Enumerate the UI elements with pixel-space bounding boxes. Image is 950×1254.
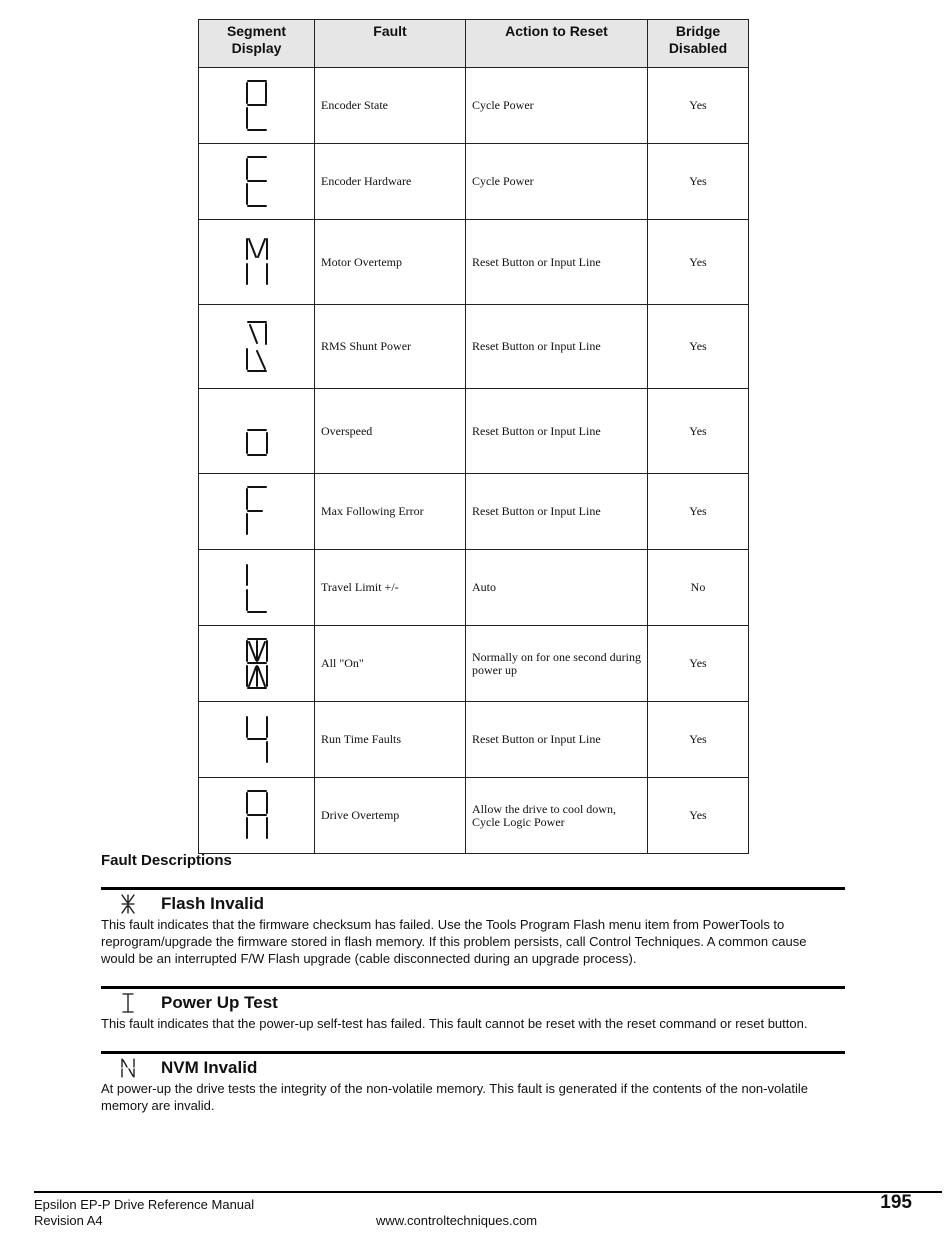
bridge-disabled-value: Yes (648, 778, 749, 854)
reset-action: Reset Button or Input Line (466, 220, 648, 305)
bridge-disabled-value: Yes (648, 305, 749, 389)
bridge-disabled-value: Yes (648, 68, 749, 144)
header-bridge-disabled: Bridge Disabled (648, 20, 749, 68)
segment-f-icon (244, 485, 270, 539)
reset-action: Reset Button or Input Line (466, 474, 648, 550)
reset-action: Cycle Power (466, 144, 648, 220)
section-text: At power-up the drive tests the integrity of the non-volatile memory. This fault is generated if the contents of the non-volatile memory are invalid. (101, 1081, 808, 1113)
bridge-disabled-value: Yes (648, 474, 749, 550)
segment-l-icon (244, 561, 270, 615)
segment-e-icon (244, 155, 270, 209)
segment-a-icon (244, 789, 270, 843)
table-row (199, 144, 749, 220)
segment-n-icon (121, 1058, 135, 1078)
table-header-row (199, 20, 749, 68)
reset-action: Cycle Power (466, 68, 648, 144)
table-row (199, 389, 749, 474)
fault-section-flash-invalid (101, 887, 845, 967)
page-number: 195 (880, 1192, 912, 1213)
segment-flash-icon (121, 894, 135, 914)
segment-m-icon (244, 235, 270, 289)
bridge-disabled-value: No (648, 550, 749, 626)
reset-action: Normally on for one second during power up (466, 626, 648, 702)
reset-action: Reset Button or Input Line (466, 389, 648, 474)
section-title: NVM Invalid (161, 1058, 258, 1077)
fault-name: Travel Limit +/- (315, 550, 466, 626)
fault-name: All "On" (315, 626, 466, 702)
segment-p-icon (244, 79, 270, 133)
header-action-to-reset: Action to Reset (466, 20, 648, 68)
segment-4-icon (244, 713, 270, 767)
fault-name: Encoder Hardware (315, 144, 466, 220)
table-row (199, 550, 749, 626)
section-text: This fault indicates that the firmware checksum has failed. Use the Tools Program Flash menu item from PowerTools to reprogram/upgrade the firmware stored in flash memory. If this problem persists, call Control Techniques. A common cause would be an interrupted F/W Flash upgrade (cable disconnected during an upgrade process). (101, 917, 807, 966)
footer-website: www.controltechniques.com (376, 1213, 538, 1228)
header-segment-display: Segment Display (199, 20, 315, 68)
reset-action: Allow the drive to cool down, Cycle Logic Power (466, 778, 648, 854)
fault-name: Motor Overtemp (315, 220, 466, 305)
footer-manual-title: Epsilon EP-P Drive Reference Manual (34, 1197, 255, 1212)
table-row (199, 702, 749, 778)
fault-descriptions-heading: Fault Descriptions (101, 852, 232, 869)
fault-name: Overspeed (315, 389, 466, 474)
fault-name: RMS Shunt Power (315, 305, 466, 389)
segment-shunt-icon (244, 320, 270, 374)
fault-name: Encoder State (315, 68, 466, 144)
segment-t-icon (121, 993, 135, 1013)
bridge-disabled-value: Yes (648, 389, 749, 474)
table-row (199, 474, 749, 550)
segment-o-icon (244, 404, 270, 458)
section-title: Flash Invalid (161, 894, 264, 913)
table-row (199, 220, 749, 305)
reset-action: Auto (466, 550, 648, 626)
table-row (199, 626, 749, 702)
reset-action: Reset Button or Input Line (466, 305, 648, 389)
fault-section-nvm-invalid (101, 1051, 845, 1114)
section-title: Power Up Test (161, 993, 278, 1012)
footer-revision: Revision A4 (34, 1213, 103, 1228)
bridge-disabled-value: Yes (648, 220, 749, 305)
table-row (199, 305, 749, 389)
section-text: This fault indicates that the power-up self-test has failed. This fault cannot be reset with the reset command or reset button. (101, 1016, 808, 1031)
fault-name: Max Following Error (315, 474, 466, 550)
bridge-disabled-value: Yes (648, 626, 749, 702)
fault-section-power-up-test (101, 986, 845, 1032)
footer-divider (34, 1191, 942, 1193)
header-fault: Fault (315, 20, 466, 68)
table-row (199, 778, 749, 854)
reset-action: Reset Button or Input Line (466, 702, 648, 778)
fault-name: Run Time Faults (315, 702, 466, 778)
bridge-disabled-value: Yes (648, 702, 749, 778)
bridge-disabled-value: Yes (648, 144, 749, 220)
table-row (199, 68, 749, 144)
fault-name: Drive Overtemp (315, 778, 466, 854)
segment-all-on-icon (244, 637, 270, 691)
fault-table (198, 19, 749, 854)
